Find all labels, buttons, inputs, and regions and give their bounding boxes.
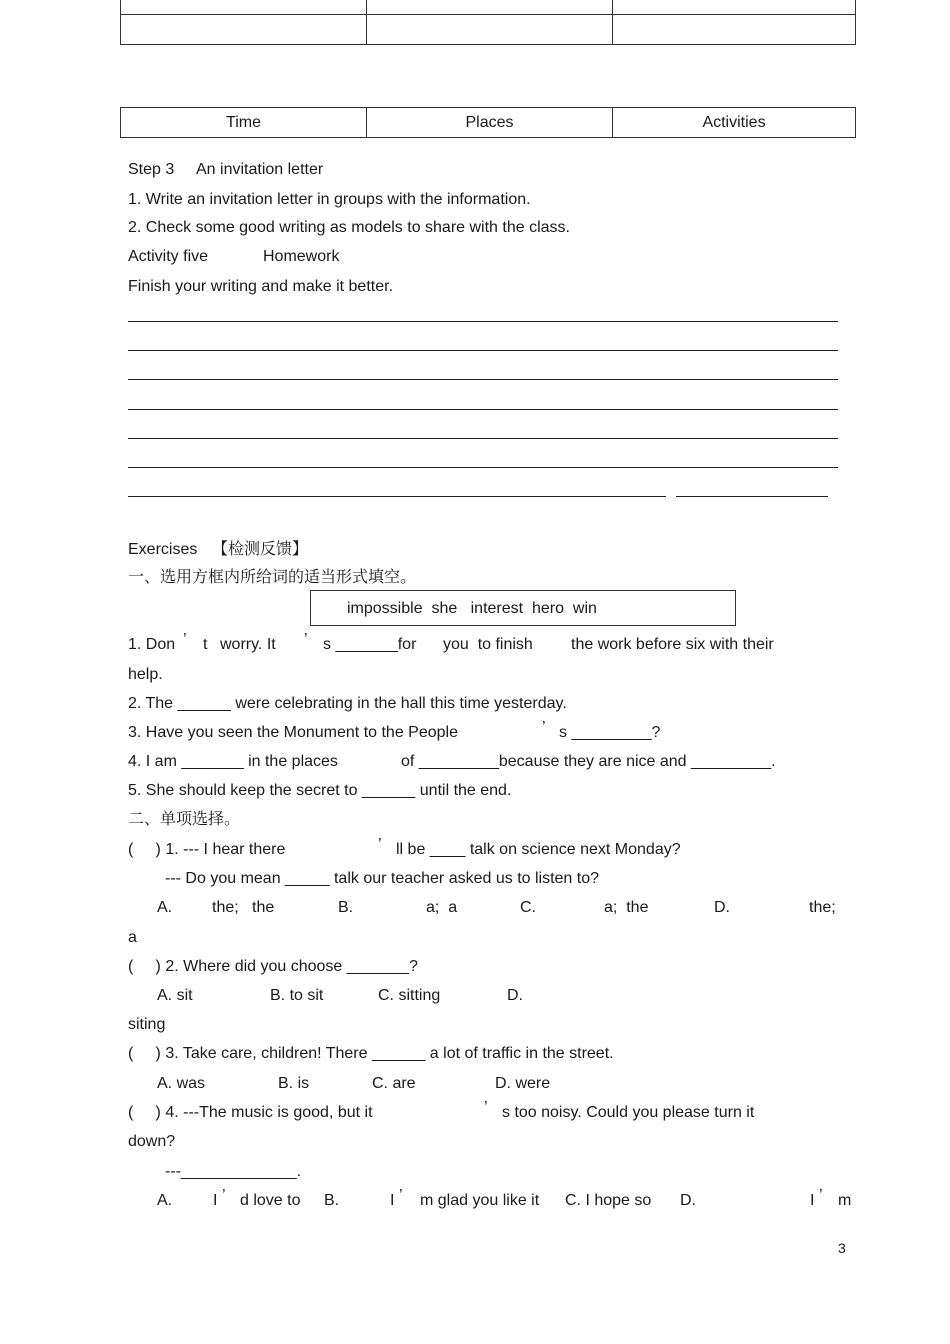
q3-part-b: s _________? [559,724,661,741]
m4-option-b-pron: I [390,1192,395,1209]
writing-line [128,350,838,351]
m1-option-c-text: a; the [604,899,649,916]
info-table [120,107,856,138]
m4-option-d-pron: I [810,1192,815,1209]
apostrophe: ’ [819,1187,823,1204]
q1-wrap: help. [128,666,163,683]
writing-line [128,321,838,322]
m3-option-b: B. is [278,1075,310,1092]
apostrophe: ’ [183,631,187,648]
activity-instruction: Finish your writing and make it better. [128,278,394,295]
q2: 2. The ______ were celebrating in the hall this time yesterday. [128,695,567,712]
q1-part-f: the work before six with their [571,636,774,653]
writing-line [128,496,666,497]
table-cell [121,0,367,15]
step3-label: Step 3 [128,161,175,178]
m1-option-a-text: the; the [212,899,275,916]
q1-part-e: you to finish [443,636,533,653]
m2-option-d-wrap: siting [128,1016,166,1033]
m3-option-d: D. were [495,1075,551,1092]
m4-option-b-text: m glad you like it [420,1192,540,1209]
q1-part-b: t [203,636,208,653]
apostrophe: ’ [484,1099,488,1116]
header-time: Time [121,108,367,138]
m3-option-c: C. are [372,1075,416,1092]
step3-line2: 2. Check some good writing as models to share with the class. [128,219,570,236]
table-cell [121,15,367,45]
m1-option-c-label: C. [520,899,536,916]
exercises-title-cn: 【检测反馈】 [212,541,309,558]
top-table [120,0,856,45]
m2-option-a: A. sit [157,987,193,1004]
m1-option-d-wrap: a [128,929,137,946]
m4-question-wrap: down? [128,1133,176,1150]
step3-line1: 1. Write an invitation letter in groups with the information. [128,191,531,208]
m4-option-a-label: A. [157,1192,173,1209]
exercises-title: Exercises [128,541,198,558]
m4-reply: ---_____________. [165,1163,302,1180]
m4-option-a-text: d love to [240,1192,301,1209]
m1-option-b-text: a; a [426,899,458,916]
m4-option-a-pron: I [213,1192,218,1209]
m3-option-a: A. was [157,1075,206,1092]
m2-option-c: C. sitting [378,987,441,1004]
m1-option-d-label: D. [714,899,730,916]
apostrophe: ’ [378,836,382,853]
writing-line [128,379,838,380]
m4-option-b-label: B. [324,1192,340,1209]
part2-title: 二、单项选择。 [128,811,241,828]
m1-question-b: ll be ____ talk on science next Monday? [396,841,681,858]
step3-title: An invitation letter [196,161,324,178]
header-activities: Activities [613,108,856,138]
word-box-text: impossible she interest hero win [347,600,597,617]
m4-option-d-label: D. [680,1192,696,1209]
table-cell [613,15,856,45]
writing-line [128,409,838,410]
m4-option-c: C. I hope so [565,1192,652,1209]
table-cell [367,0,613,15]
table-cell [613,0,856,15]
writing-line [128,467,838,468]
m1-option-a-label: A. [157,899,173,916]
apostrophe: ’ [304,631,308,648]
m2-option-b: B. to sit [270,987,324,1004]
q1-part-c: worry. It [220,636,276,653]
m2-question: ( ) 2. Where did you choose _______? [128,958,418,975]
writing-line [676,496,828,497]
apostrophe: ’ [222,1187,226,1204]
m1-option-d-text: the; [809,899,836,916]
page-number: 3 [838,1240,846,1256]
m1-question-a: ( ) 1. --- I hear there [128,841,286,858]
header-places: Places [367,108,613,138]
writing-line [128,438,838,439]
m2-option-d: D. [507,987,523,1004]
q4-part-b: of _________because they are nice and _________. [401,753,776,770]
apostrophe: ’ [542,719,546,736]
m1-option-b-label: B. [338,899,354,916]
apostrophe: ’ [399,1187,403,1204]
m1-reply: --- Do you mean _____ talk our teacher asked us to listen to? [165,870,600,887]
m4-option-d-text: m [838,1192,852,1209]
m4-question-b: s too noisy. Could you please turn it [502,1104,755,1121]
q4-part-a: 4. I am _______ in the places [128,753,338,770]
table-cell [367,15,613,45]
q1-part-d: s _______for [323,636,417,653]
word-box [310,590,736,626]
activity-label: Activity five [128,248,209,265]
m4-question-a: ( ) 4. ---The music is good, but it [128,1104,373,1121]
m3-question: ( ) 3. Take care, children! There ______ a lot of traffic in the street. [128,1045,614,1062]
q3-part-a: 3. Have you seen the Monument to the People [128,724,458,741]
q5: 5. She should keep the secret to ______ until the end. [128,782,512,799]
part1-title: 一、选用方框内所给词的适当形式填空。 [128,569,417,586]
activity-name: Homework [263,248,340,265]
q1-part-a: 1. Don [128,636,176,653]
